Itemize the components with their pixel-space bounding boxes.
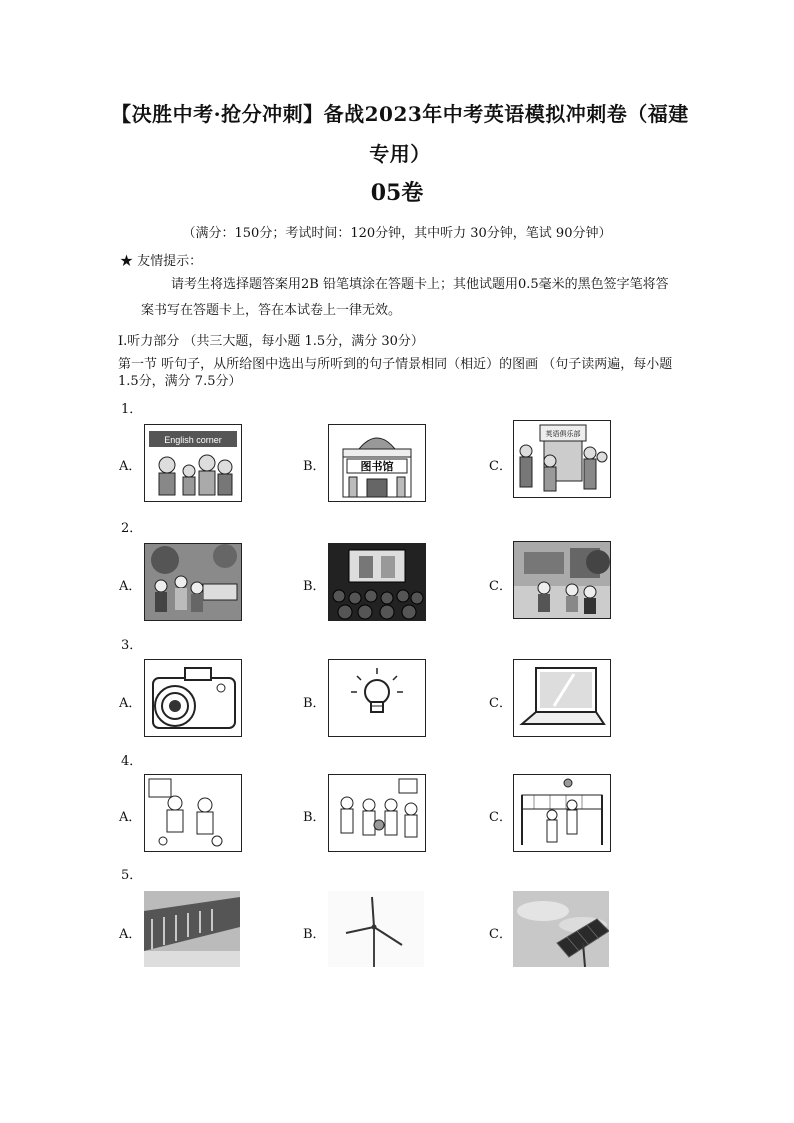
english-corner-image[interactable]: [144, 424, 242, 502]
option-label-a: A．: [119, 579, 142, 594]
laptop-image[interactable]: [513, 659, 611, 737]
title-line-2: 专用）: [369, 142, 431, 166]
library-image[interactable]: [328, 424, 426, 502]
tips-body: 请考生将选择题答案用2B 铅笔填涂在答题卡上；其他试题用0.5毫米的黑色签字笔将答案书写在答题卡上，答在本试卷上一律无效。: [141, 277, 669, 318]
cinema-audience-image[interactable]: [328, 543, 426, 621]
tips-heading: ★ 友情提示：: [120, 254, 203, 269]
option-label-b: B．: [303, 696, 326, 711]
option-label-c: C．: [489, 696, 512, 711]
solar-panel-image[interactable]: [513, 891, 609, 967]
question-number: 1．: [121, 402, 143, 417]
option-label-a: A．: [119, 696, 142, 711]
question-number: 2．: [121, 521, 143, 536]
option-label-b: B．: [303, 579, 326, 594]
option-label-b: B．: [303, 810, 326, 825]
document-title: [110, 94, 690, 174]
english-club-image[interactable]: [513, 420, 611, 498]
option-label-a: A．: [119, 927, 142, 942]
option-label-c: C．: [489, 579, 512, 594]
subsection-instructions: 第一节 听句子，从所给图中选出与所听到的句子情景相同（相近）的图画 （句子读两遍，每小题 1.5分，满分 7.5分）: [118, 357, 673, 389]
park-picnic-image[interactable]: [513, 541, 611, 619]
volleyball-image[interactable]: [513, 774, 611, 852]
option-label-c: C．: [489, 927, 512, 942]
option-label-a: A．: [119, 459, 142, 474]
question-number: 4．: [121, 754, 143, 769]
club-sign: 英语俱乐部: [545, 430, 581, 438]
wind-turbine-image[interactable]: [328, 891, 424, 967]
option-label-b: B．: [303, 927, 326, 942]
option-label-a: A．: [119, 810, 142, 825]
library-sign: 图书馆: [360, 460, 394, 473]
camera-image[interactable]: [144, 659, 242, 737]
basketball-kids-image[interactable]: [328, 774, 426, 852]
question-number: 5．: [121, 868, 143, 883]
light-bulb-image[interactable]: [328, 659, 426, 737]
sign-text: English corner: [164, 435, 222, 445]
hydro-dam-image[interactable]: [144, 891, 240, 967]
exam-info: （满分：150分；考试时间：120分钟，其中听力 30分钟，笔试 90分钟）: [182, 226, 612, 241]
volume-label: 05卷: [370, 180, 424, 206]
kids-tree-planting-image[interactable]: [144, 543, 242, 621]
football-kids-image[interactable]: [144, 774, 242, 852]
listening-part-heading: Ⅰ.听力部分 （共三大题，每小题 1.5分，满分 30分）: [118, 334, 424, 349]
question-number: 3．: [121, 638, 143, 653]
option-label-c: C．: [489, 810, 512, 825]
option-label-c: C．: [489, 459, 512, 474]
option-label-b: B．: [303, 459, 326, 474]
title-line-1: 【决胜中考·抢分冲刺】备战2023年中考英语模拟冲刺卷（福建: [111, 102, 689, 126]
